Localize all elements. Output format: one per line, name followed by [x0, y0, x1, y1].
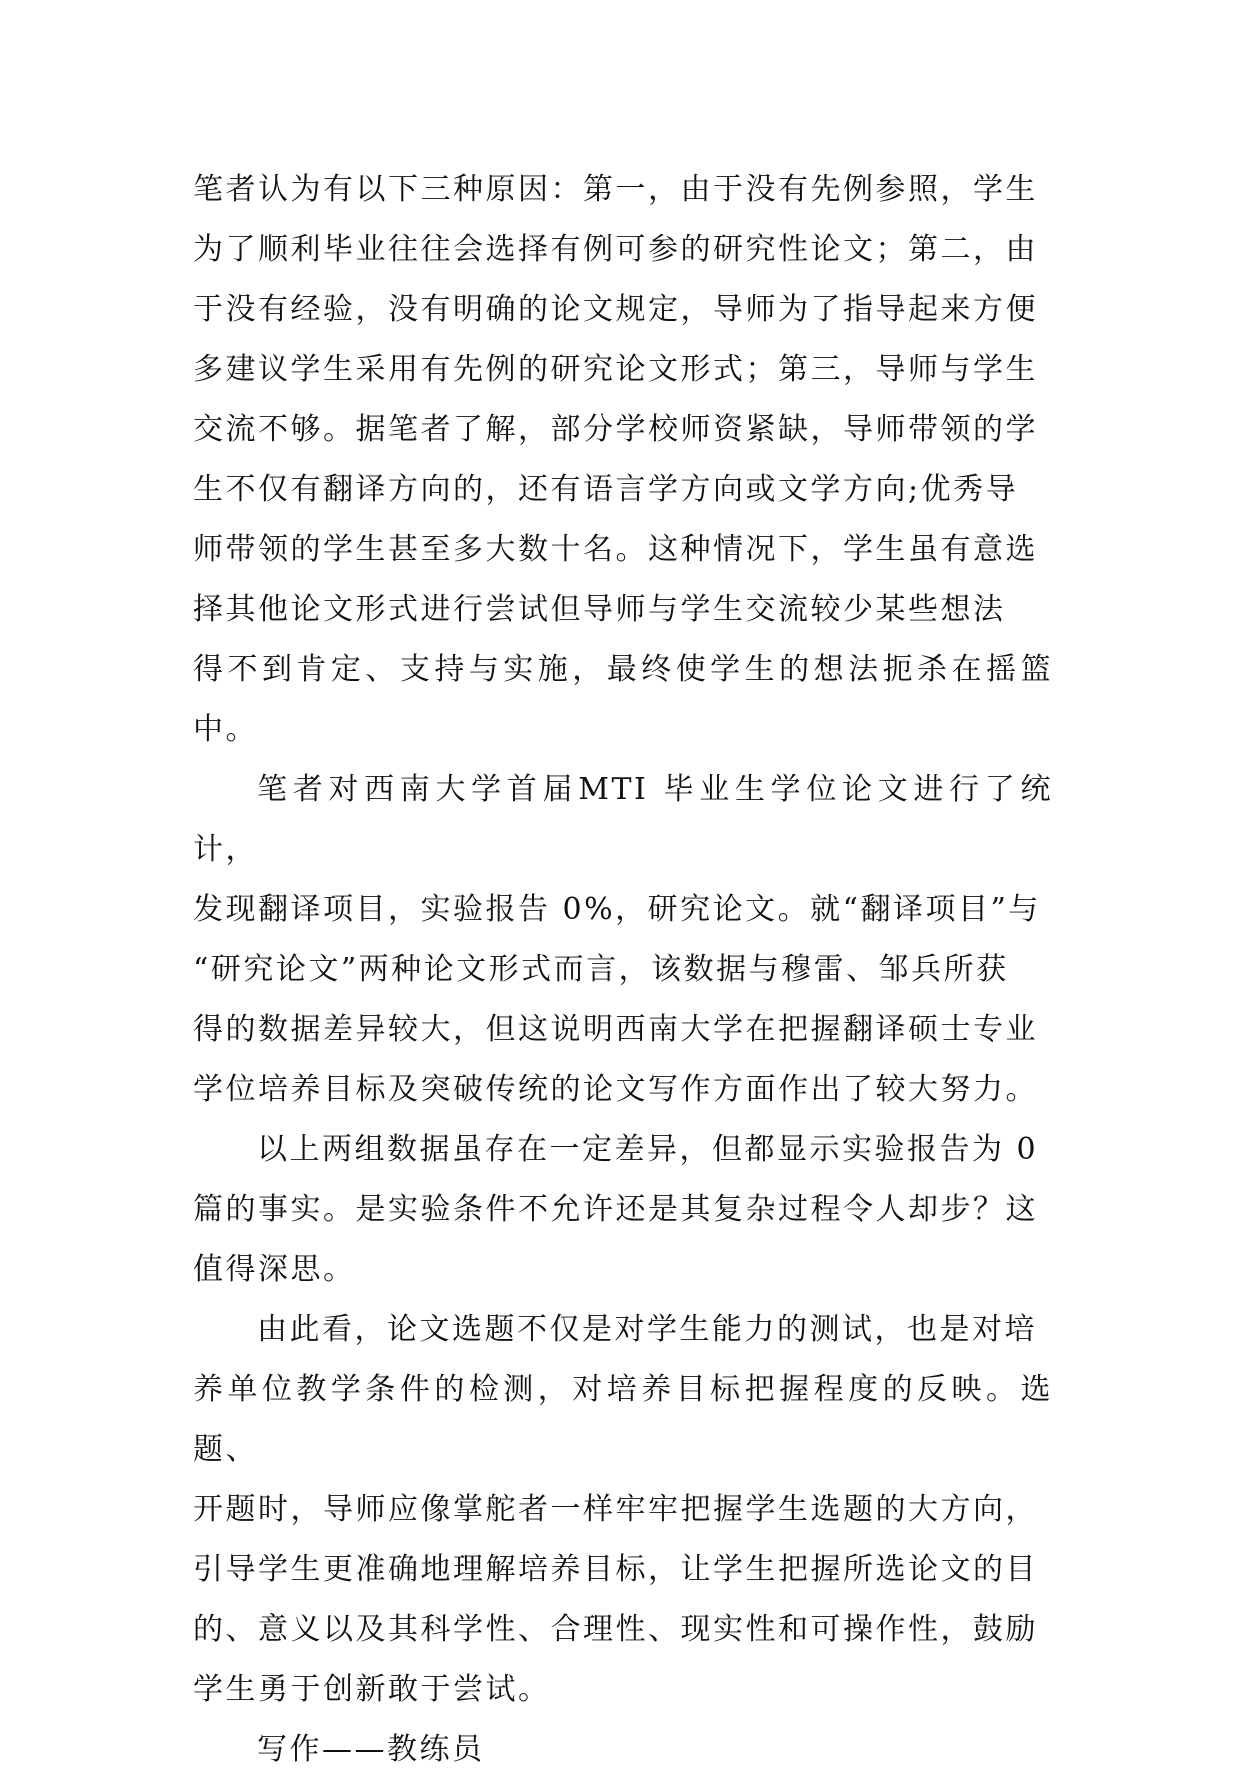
paragraph-3: 以上两组数据虽存在一定差异，但都显示实验报告为 0 篇的事实。是实验条件不允许还是其复杂过程令人却步？这 值得深思。	[193, 1132, 1039, 1287]
paragraph-2: 笔者对西南大学首届MTI 毕业生学位论文进行了统计， 发现翻译项目，实验报告 0%，研究论文。就“翻译项目”与 “研究论文”两种论文形式而言，该数据与穆雷、邹兵所获 得的数据差异较大，但这说明西南大学在把握翻译硕士专业 学位培养目标及突破传统的论文写作方面作出了较大努力。	[193, 772, 1053, 1107]
section-heading: 写作——教练员	[257, 1732, 485, 1767]
paragraph-4: 由此看，论文选题不仅是对学生能力的测试，也是对培 养单位教学条件的检测，对培养目标把握程度的反映。选题、 开题时，导师应像掌舵者一样牢牢把握学生选题的大方向， 引导学生更准确地理解培养目标，让学生把握所选论文的目 的、意义以及其科学性、合理性、现实性和可操作性，鼓励 学生勇于创新敢于尝试。	[193, 1312, 1053, 1707]
document-body	[193, 160, 1053, 1780]
paragraph-1: 笔者认为有以下三种原因：第一，由于没有先例参照，学生 为了顺利毕业往往会选择有例可参的研究性论文；第二，由 于没有经验，没有明确的论文规定，导师为了指导起来方便 多建议学生采用有先例的研究论文形式；第三，导师与学生 交流不够。据笔者了解，部分学校师资紧缺，导师带领的学 生不仅有翻译方向的，还有语言学方向或文学方向;优秀导 师带领的学生甚至多大数十名。这种情况下，学生虽有意选 择其他论文形式进行尝试但导师与学生交流较少某些想法 得不到肯定、支持与实施，最终使学生的想法扼杀在摇篮中。	[193, 172, 1053, 747]
